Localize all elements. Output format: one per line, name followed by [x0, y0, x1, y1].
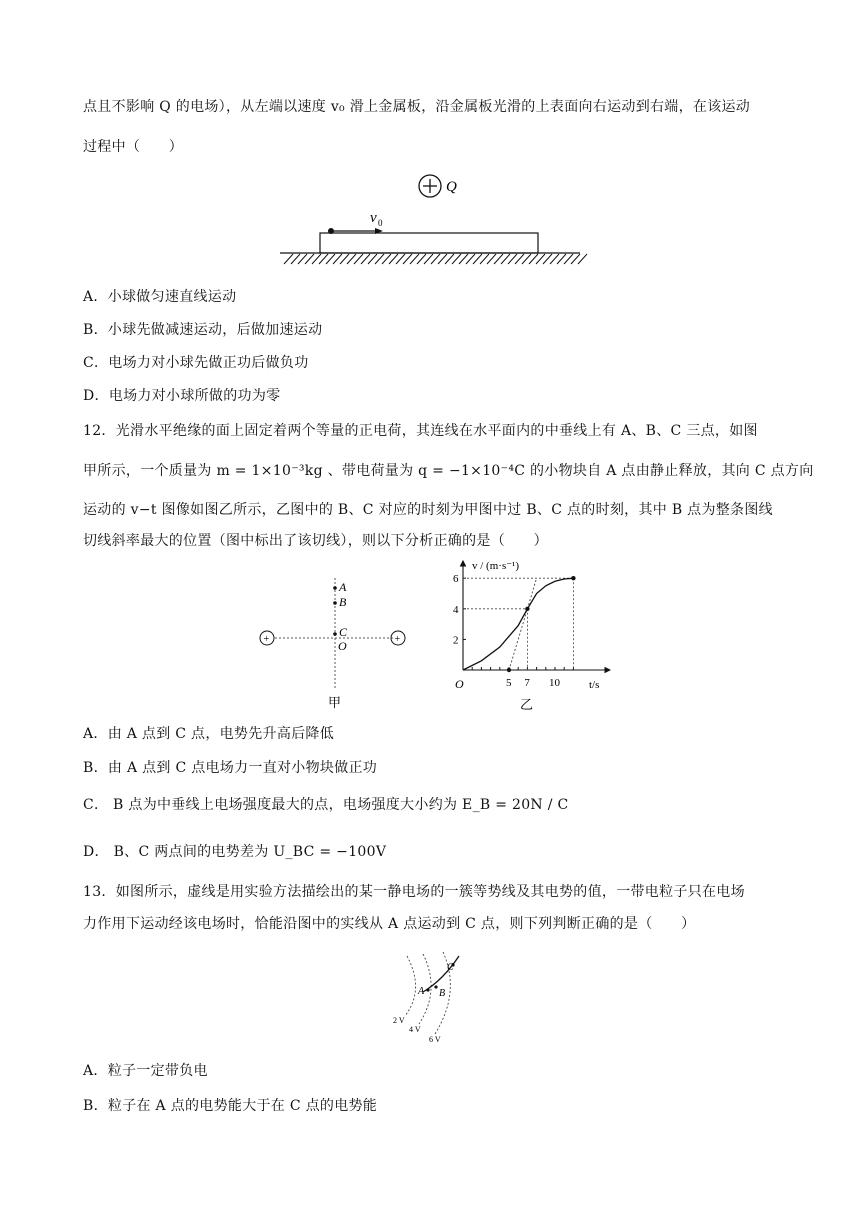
ground-hatch-mark [487, 254, 496, 264]
ground-hatch-mark [326, 254, 335, 264]
x-tick-label: 7 [524, 677, 530, 689]
metal-plate [320, 233, 538, 253]
ground-hatch-mark [578, 254, 587, 264]
ground-hatch-mark [543, 254, 552, 264]
ground-hatch-mark [494, 254, 503, 264]
q12-option-b: B．由 A 点到 C 点电场力一直对小物块做正功 [83, 760, 378, 776]
q12-stem-line4: 切线斜率最大的位置（图中标出了该切线），则以下分析正确的是（ ） [83, 533, 548, 549]
y-tick-label: 2 [453, 634, 459, 647]
ground-hatch-mark [529, 254, 538, 264]
point-c-label: C [447, 962, 454, 973]
q13-option-a: A．粒子一定带负电 [83, 1063, 208, 1079]
y-axis-label: v / (m·s⁻¹) [472, 560, 519, 572]
q11-stem-line2: 过程中（ ） [83, 139, 184, 155]
q13-stem-line1: 13．如图所示，虚线是用实验方法描绘出的某一静电场的一簇等势线及其电势的值，一带电粒子只在电场 [83, 884, 745, 900]
velocity-label: v [370, 210, 377, 226]
q11-option-c: C．电场力对小球先做正功后做负功 [83, 355, 309, 371]
potential-6v-label: 6 V [429, 1035, 441, 1044]
ground-hatch-mark [375, 254, 384, 264]
potential-2v-label: 2 V [393, 1016, 405, 1025]
ground-hatch-mark [410, 254, 419, 264]
ground-hatch-mark [368, 254, 377, 264]
q12-figure-jia [250, 570, 420, 715]
potential-4v-label: 4 V [409, 1025, 421, 1034]
ground-hatch-mark [298, 254, 307, 264]
tangent-line [509, 578, 537, 670]
ground-hatch-mark [508, 254, 517, 264]
ground-hatch-mark [522, 254, 531, 264]
ground-hatch-mark [354, 254, 363, 264]
ground-hatch-mark [473, 254, 482, 264]
ground-hatch-mark [361, 254, 370, 264]
equipotential-2v [405, 956, 416, 1016]
point-a-label: A [339, 580, 347, 594]
q12-figure-yi-chart [440, 555, 630, 715]
series-line-v-t [463, 578, 573, 670]
q11-option-d: D．电场力对小球所做的功为零 [83, 388, 281, 404]
ground-hatch-mark [319, 254, 328, 264]
q12-option-c: C． B 点为中垂线上电场强度最大的点，电场强度大小约为 E_B = 20N / C [83, 797, 569, 813]
ground-hatch-mark [501, 254, 510, 264]
ground-hatch-mark [424, 254, 433, 264]
ground-hatch-mark [452, 254, 461, 264]
figure-yi-caption: 乙 [520, 697, 534, 712]
svg-text:+: + [263, 634, 270, 645]
ground-hatch-mark [403, 254, 412, 264]
q12-option-d: D． B、C 两点间的电势差为 U_BC = −100V [83, 844, 387, 860]
ground-hatch-mark [459, 254, 468, 264]
ground-hatch-mark [417, 254, 426, 264]
charge-label: Q [446, 179, 457, 195]
ground-hatch-mark [557, 254, 566, 264]
q12-stem-line3: 运动的 v−t 图像如图乙所示，乙图中的 B、C 对应的时刻为甲图中过 B、C 点的时刻，其中 B 点为整条图线 [83, 502, 773, 518]
ground-hatch-mark [312, 254, 321, 264]
ground-hatch-mark [445, 254, 454, 264]
point-c-label: C [339, 625, 348, 639]
data-point [525, 607, 529, 611]
q12-stem-line2: 甲所示，一个质量为 m = 1×10⁻³kg 、带电荷量为 q = −1×10⁻⁴C 的小物块自 A 点由静止释放，其向 C 点方向 [83, 463, 814, 479]
x-tick-label: 5 [506, 677, 512, 689]
ground-hatch-mark [480, 254, 489, 264]
q11-stem-line1: 点且不影响 Q 的电场），从左端以速度 v₀ 滑上金属板，沿金属板光滑的上表面向右运动到右端，在该运动 [83, 99, 751, 115]
data-point [571, 576, 575, 580]
y-tick-label: 4 [453, 603, 459, 616]
velocity-subscript: 0 [378, 218, 383, 228]
q11-option-b: B．小球先做减速运动，后做加速运动 [83, 322, 323, 338]
data-point [507, 668, 511, 672]
ground-hatch-mark [340, 254, 349, 264]
figure-jia-caption: 甲 [328, 695, 342, 710]
point-b-label: B [439, 988, 446, 999]
ground-hatch-mark [396, 254, 405, 264]
ground-hatch-mark [291, 254, 300, 264]
q11-option-a: A．小球做匀速直线运动 [83, 289, 237, 305]
ground-hatch-mark [284, 254, 293, 264]
point-b-label: B [339, 595, 347, 609]
ground-hatch-mark [431, 254, 440, 264]
x-tick-label: 10 [549, 677, 560, 689]
ground-hatch-mark [466, 254, 475, 264]
ground-hatch-mark [438, 254, 447, 264]
origin-label: O [455, 677, 464, 691]
point-a-label: A [418, 986, 425, 997]
q13-figure [385, 950, 475, 1045]
ground-hatch-mark [382, 254, 391, 264]
ground-hatch-mark [536, 254, 545, 264]
ground-hatch-mark [564, 254, 573, 264]
ground-hatch-mark [515, 254, 524, 264]
q12-option-a: A．由 A 点到 C 点，电势先升高后降低 [83, 726, 335, 742]
q13-stem-line2: 力作用下运动经该电场时，恰能沿图中的实线从 A 点运动到 C 点，则下列判断正确的是（ ） [83, 916, 696, 932]
ground-hatch-mark [550, 254, 559, 264]
x-axis-label: t/s [589, 679, 600, 691]
point-o-label: O [338, 639, 347, 653]
ground-hatch-mark [305, 254, 314, 264]
q12-stem-line1: 12．光滑水平绝缘的面上固定着两个等量的正电荷，其连线在水平面内的中垂线上有 A、B、C 三点，如图 [83, 423, 758, 439]
q13-option-b: B．粒子在 A 点的电势能大于在 C 点的电势能 [83, 1098, 378, 1114]
ground-hatch-mark [333, 254, 342, 264]
svg-text:+: + [394, 634, 401, 645]
ground-hatch-mark [389, 254, 398, 264]
q11-figure [270, 170, 590, 270]
ground-hatch-mark [571, 254, 580, 264]
y-tick-label: 6 [453, 573, 459, 586]
ground-hatch-mark [347, 254, 356, 264]
